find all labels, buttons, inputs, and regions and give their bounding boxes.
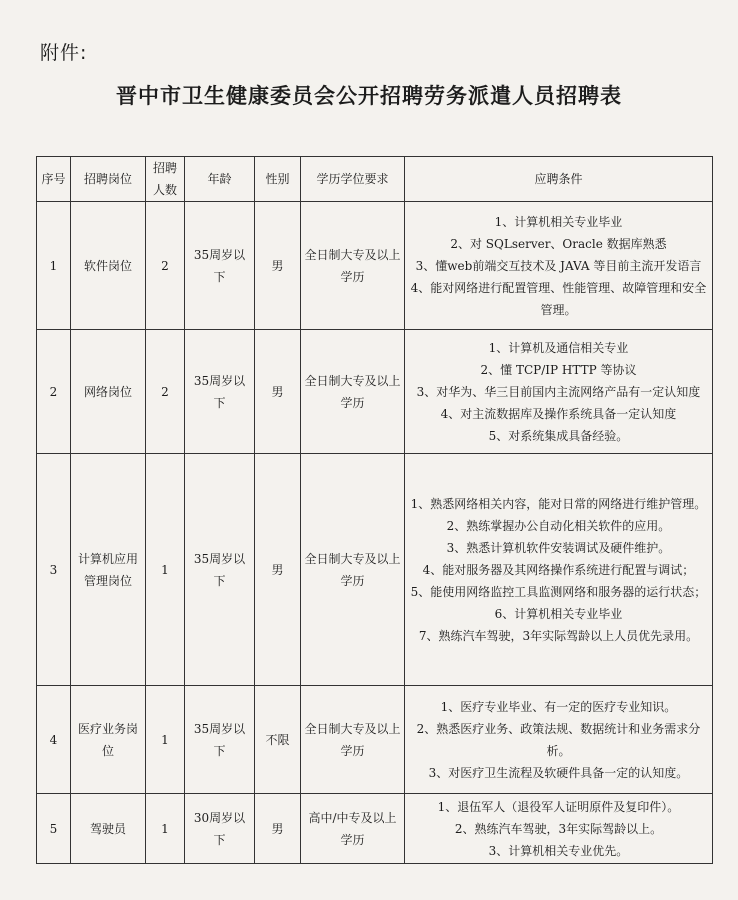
cell-no: 1 [37, 202, 71, 330]
cell-age: 35周岁以下 [185, 202, 255, 330]
requirement-item: 3、懂web前端交互技术及 JAVA 等目前主流开发语言 [415, 258, 702, 273]
cell-gender: 不限 [255, 686, 301, 794]
requirement-item: 4、对主流数据库及操作系统具备一定认知度 [440, 406, 677, 421]
cell-position: 计算机应用管理岗位 [71, 454, 146, 686]
cell-education: 全日制大专及以上学历 [301, 454, 405, 686]
requirement-item: 5、能使用网络监控工具监测网络和服务器的运行状态； [410, 584, 707, 599]
cell-no: 5 [37, 794, 71, 864]
cell-education: 全日制大专及以上学历 [301, 202, 405, 330]
column-header-gender: 性别 [255, 157, 301, 202]
requirement-item: 7、熟练汽车驾驶，3年实际驾龄以上人员优先录用。 [418, 628, 699, 643]
cell-position: 医疗业务岗位 [71, 686, 146, 794]
table-row [37, 202, 713, 330]
requirement-item: 3、熟悉计算机软件安装调试及硬件维护。 [446, 540, 671, 555]
table-row [37, 454, 713, 686]
cell-age: 30周岁以下 [185, 794, 255, 864]
requirement-item: 1、医疗专业毕业、有一定的医疗专业知识。 [440, 699, 677, 714]
table-header-row [37, 157, 713, 202]
table-row [37, 330, 713, 454]
cell-gender: 男 [255, 794, 301, 864]
cell-position: 驾驶员 [71, 794, 146, 864]
requirement-item: 4、能对服务器及其网络操作系统进行配置与调试； [422, 562, 695, 577]
recruitment-table [36, 156, 713, 864]
cell-no: 2 [37, 330, 71, 454]
cell-position: 软件岗位 [71, 202, 146, 330]
cell-position: 网络岗位 [71, 330, 146, 454]
cell-requirements [405, 454, 713, 686]
cell-no: 4 [37, 686, 71, 794]
cell-count: 1 [146, 794, 185, 864]
table-row [37, 794, 713, 864]
cell-requirements [405, 202, 713, 330]
requirement-item: 2、熟练掌握办公自动化相关软件的应用。 [446, 518, 671, 533]
cell-count: 1 [146, 454, 185, 686]
requirement-item: 4、能对网络进行配置管理、性能管理、故障管理和安全管理。 [410, 280, 707, 317]
requirement-item: 2、熟悉医疗业务、政策法规、数据统计和业务需求分析。 [416, 721, 701, 758]
cell-no: 3 [37, 454, 71, 686]
column-header-position: 招聘岗位 [71, 157, 146, 202]
page-title: 晋中市卫生健康委员会公开招聘劳务派遣人员招聘表 [116, 84, 622, 108]
cell-requirements [405, 330, 713, 454]
cell-gender: 男 [255, 202, 301, 330]
cell-education: 全日制大专及以上学历 [301, 330, 405, 454]
column-header-age: 年龄 [185, 157, 255, 202]
cell-age: 35周岁以下 [185, 330, 255, 454]
requirement-item: 1、熟悉网络相关内容，能对日常的网络进行维护管理。 [410, 496, 707, 511]
requirement-item: 2、对 SQLserver、Oracle 数据库熟悉 [450, 236, 667, 251]
requirement-item: 3、计算机相关专业优先。 [488, 843, 629, 858]
cell-gender: 男 [255, 454, 301, 686]
requirement-item: 2、熟练汽车驾驶，3年实际驾龄以上。 [454, 821, 663, 836]
column-header-no: 序号 [37, 157, 71, 202]
cell-count: 1 [146, 686, 185, 794]
column-header-requirements: 应聘条件 [405, 157, 713, 202]
column-header-education: 学历学位要求 [301, 157, 405, 202]
cell-age: 35周岁以下 [185, 686, 255, 794]
requirement-item: 3、对华为、华三目前国内主流网络产品有一定认知度 [416, 384, 701, 399]
attachment-label: 附件: [40, 42, 88, 64]
requirement-item: 1、退伍军人（退役军人证明原件及复印件）。 [437, 799, 680, 814]
requirement-item: 1、计算机相关专业毕业 [494, 214, 623, 229]
cell-age: 35周岁以下 [185, 454, 255, 686]
table-row [37, 686, 713, 794]
cell-education: 高中/中专及以上学历 [301, 794, 405, 864]
requirement-item: 1、计算机及通信相关专业 [488, 340, 629, 355]
column-header-count: 招聘人数 [146, 157, 185, 202]
cell-gender: 男 [255, 330, 301, 454]
cell-education: 全日制大专及以上学历 [301, 686, 405, 794]
requirement-item: 5、对系统集成具备经验。 [488, 428, 629, 443]
requirement-item: 6、计算机相关专业毕业 [494, 606, 623, 621]
requirement-item: 3、对医疗卫生流程及软硬件具备一定的认知度。 [428, 765, 689, 780]
requirement-item: 2、懂 TCP/IP HTTP 等协议 [480, 362, 637, 377]
cell-requirements [405, 794, 713, 864]
cell-count: 2 [146, 330, 185, 454]
cell-requirements [405, 686, 713, 794]
cell-count: 2 [146, 202, 185, 330]
